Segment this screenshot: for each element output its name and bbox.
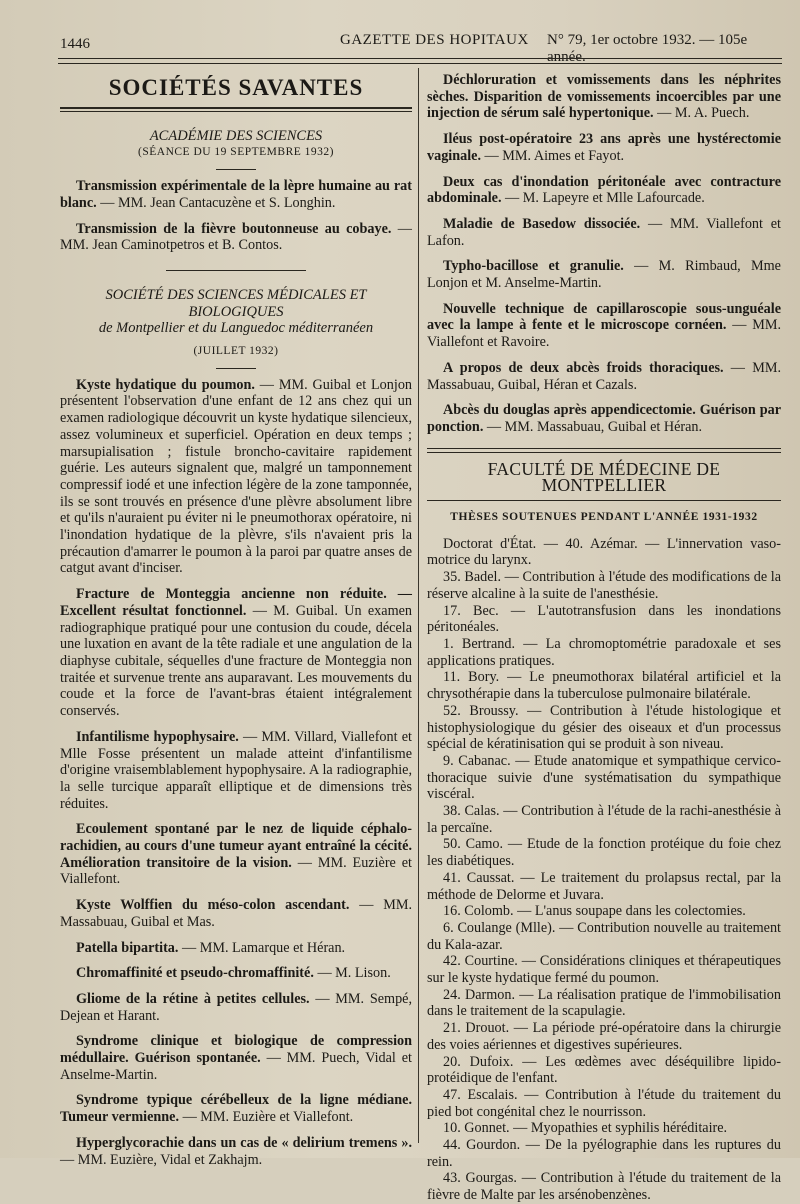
thesis-item: 44. Gourdon. — De la pyélographie dans les ruptures du rein. — [427, 1137, 781, 1170]
report-entry — [60, 178, 412, 211]
entry-title: Hyperglycorachie dans un cas de « delirium tremens ». — [76, 1134, 412, 1151]
entry-spacer — [427, 207, 781, 216]
theses-list — [427, 536, 781, 1204]
thesis-item: 47. Escalais. — Contribution à l'étude du traitement du pied bot congénital chez le nourrisson. — [427, 1086, 781, 1120]
thesis-item: 17. Bec. — L'autotransfusion dans les inondations péritonéales. — [427, 602, 781, 636]
entry-spacer — [427, 122, 781, 131]
report-entry — [60, 729, 412, 813]
thesis-item: 10. Gonnet. — Myopathies et syphilis héréditaire. — [443, 1120, 728, 1137]
thesis-item: 11. Bory. — Le pneumothorax bilatéral artificiel et la chrysothérapie dans la tuberculose pulmonaire bilatérale. — [427, 669, 781, 703]
thesis-item: 41. Caussat. — Le traitement du prolapsus rectal, par la méthode de Delorme et Juvara. — [427, 869, 781, 903]
entry-authors: — M. Rimbaud, Mme Lonjon et M. Anselme-Martin. — [427, 258, 781, 292]
entry-authors: — M. A. Puech. — [653, 105, 750, 122]
separator-rule — [166, 270, 306, 271]
entry-title: Kyste Wolffien du méso-colon ascendant. — [76, 897, 350, 914]
thesis-item: 21. Drouot. — La période pré-opératoire dans la chirurgie des voies aériennes et digestives supérieures. — [427, 1020, 781, 1053]
thesis-item: 50. Camo. — Etude de la fonction protéique du foie chez les diabétiques. — [427, 836, 781, 870]
entry-authors: — MM. Viallefont et Lafon. — [427, 215, 781, 249]
report-entry — [60, 586, 412, 720]
issue-info: N° 79, 1er octobre 1932. — 105e année. — [547, 32, 748, 65]
report-entry — [60, 221, 412, 254]
entry-spacer — [427, 393, 781, 402]
entry-authors: — MM. Villard, Viallefont et Mlle Fosse présentent un malade atteint d'infantilisme d'origine vraisemblablement hypophysaire. A la radiographie, la selle turcique apparaît elliptique et de dimensions très réduites. — [60, 728, 412, 812]
entry-authors: — MM. Euzière et Viallefont. — [60, 854, 412, 888]
entry-authors: — MM. Viallefont et Ravoire. — [427, 317, 781, 351]
entry-authors: — M. Lison. — [313, 965, 391, 982]
entry-authors: — M. Guibal. Un examen radiographique pratiqué pour une contusion du coude, décela une luxation en avant de la tête radiale et une angulation de la diaphyse cubitale, séquelles d'une fracture de Monteggia non traitée et survenue trente ans auparavant. Les mouvements du coude et la force de l'avant-bras étaient intégralement conservés. — [60, 602, 412, 720]
theses-title: THÈSES SOUTENUES PENDANT L'ANNÉE 1931-1932 — [450, 511, 758, 524]
academie-session: (SÉANCE DU 19 SEPTEMBRE 1932) — [138, 146, 334, 159]
report-entry — [60, 377, 412, 577]
report-entry — [60, 991, 412, 1024]
entry-title: Deux cas d'inondation péritonéale avec contracture abdominale. — [427, 173, 781, 207]
thesis-item: 43. Gourgas. — Contribution à l'étude du traitement de la fièvre de Malte par les arsénobenzènes. — [427, 1170, 781, 1204]
thesis-item: 35. Badel. — Contribution à l'étude des modifications de la réserve alcaline à la suite de l'anesthésie. — [427, 569, 781, 602]
right-column — [427, 72, 781, 1204]
thesis-item: 20. Dufoix. — Les œdèmes avec déséquilibre lipido-protéidique de l'enfant. — [427, 1053, 781, 1087]
entry-title: Chromaffinité et pseudo-chromaffinité. — [76, 965, 314, 982]
report-entry — [427, 360, 781, 393]
faculte-title: FACULTÉ DE MÉDECINE DE MONTPELLIER — [487, 458, 721, 496]
entry-title: Transmission expérimentale de la lèpre humaine au rat blanc. — [60, 178, 412, 211]
entry-spacer — [60, 1024, 412, 1033]
entry-spacer — [427, 292, 781, 301]
report-entry — [427, 258, 781, 291]
entry-title: Transmission de la fièvre boutonneuse au cobaye. — [76, 220, 392, 237]
entry-authors: — MM. Aimes et Fayot. — [481, 147, 625, 164]
entry-title: Patella bipartita. — [76, 939, 179, 956]
entry-title: Déchloruration et vomissements dans les néphrites sèches. Disparition de vomissements incoercibles par une injection de sérum salé hypertonique. — [427, 72, 781, 122]
entry-title: Ecoulement spontané par le nez de liquide céphalo-rachidien, au cours d'une tumeur ayant entraîné la cécité. Amélioration transitoire de la vision. — [60, 821, 412, 871]
report-entry — [60, 1135, 412, 1168]
thesis-item: 9. Cabanac. — Etude anatomique et sympathique cervico-thoracique suivie d'une systématisation du sympathique viscéral. — [427, 752, 781, 803]
academie-name: ACADÉMIE DES SCIENCES — [149, 127, 323, 144]
header-rule — [58, 58, 782, 59]
report-entry — [60, 940, 412, 957]
entry-authors: — MM. Sempé, Dejean et Harant. — [60, 990, 413, 1024]
entry-spacer — [60, 212, 412, 221]
entry-spacer — [427, 351, 781, 360]
journal-title: GAZETTE DES HOPITAUX — [340, 32, 529, 48]
entry-spacer — [60, 577, 412, 586]
entry-title: A propos de deux abcès froids thoraciques. — [443, 359, 724, 376]
entry-authors: — MM. Jean Cantacuzène et S. Longhin. — [96, 194, 336, 211]
faculte-rule-top — [427, 448, 781, 449]
entry-authors: — MM. Guibal et Lonjon présentent l'observation d'une enfant de 12 ans chez qui un examen radiologique découvrit un kyste hydatique silencieux, assez volumineux et superficiel. Opération en deux temps ; marsupialisation ; fistule broncho-cavitaire rapidement guérie. Les auteurs signalent que, malgré un tamponnement compressif iodé et une infection légère de la zone tamponnée, ils se sont trouvés en présence d'une plèvre absolument libre et qu'ils n'auraient pu éviter ni le pneumothorax opératoire, ni l'inondation hydatique de la plèvre, s'ils n'avaient pris la précaution d'amarrer le poumon à la paroi par quatre anses de catgut avant d'inciser. — [60, 376, 413, 577]
left-column — [60, 72, 412, 1168]
entry-spacer — [60, 982, 412, 991]
header-rule-thin — [58, 63, 782, 64]
entry-spacer — [60, 931, 412, 940]
entry-title: Gliome de la rétine à petites cellules. — [76, 990, 310, 1007]
entry-authors: — MM. Lamarque et Héran. — [178, 939, 346, 956]
thesis-item: 1. Bertrand. — La chromoptométrie paradoxale et ses applications pratiques. — [427, 635, 781, 669]
thesis-item: 52. Broussy. — Contribution à l'étude histologique et histophysiologique du gésier des oiseaux et d'un processus spécial de kératinisation qui se produit à son niveau. — [427, 702, 781, 753]
entry-authors: — MM. Puech, Vidal et Anselme-Martin. — [60, 1050, 412, 1083]
report-entry — [427, 131, 781, 164]
societe-entries — [60, 377, 412, 1169]
report-entry — [427, 72, 781, 122]
societe-subtitle: de Montpellier et du Languedoc méditerranéen — [98, 320, 374, 337]
thesis-item: 38. Calas. — Contribution à l'étude de la rachi-anesthésie à la percaïne. — [427, 803, 781, 836]
entry-authors: — MM. Euzière, Vidal et Zakhajm. — [60, 1151, 263, 1168]
page-number: 1446 — [60, 36, 90, 52]
societe-name: SOCIÉTÉ DES SCIENCES MÉDICALES ET BIOLOGIQUES — [105, 286, 367, 320]
entry-spacer — [60, 812, 412, 821]
thesis-item: 42. Courtine. — Considérations cliniques et thérapeutiques sur le kyste hydatique fermé du poumon. — [427, 953, 781, 987]
running-header — [60, 30, 780, 65]
entry-title: Maladie de Basedow dissociée. — [443, 215, 641, 232]
report-entry — [60, 1092, 412, 1125]
report-entry — [427, 301, 781, 351]
short-rule — [216, 169, 256, 170]
thesis-item: 6. Coulange (Mlle). — Contribution nouvelle au traitement du Kala-azar. — [427, 919, 781, 953]
report-entry — [427, 174, 781, 207]
column-divider — [418, 68, 419, 1143]
entry-title: Infantilisme hypophysaire. — [76, 728, 239, 745]
entry-title: Syndrome typique cérébelleux de la ligne médiane. Tumeur vermienne. — [60, 1092, 412, 1126]
entry-title: Kyste hydatique du poumon. — [76, 376, 255, 393]
entry-spacer — [60, 720, 412, 729]
entry-authors: — MM. Jean Caminotpetros et B. Contos. — [60, 220, 412, 254]
report-entry — [427, 402, 781, 435]
short-rule-2 — [216, 368, 256, 369]
report-entry — [60, 821, 412, 888]
entry-spacer — [427, 165, 781, 174]
report-entry — [60, 965, 412, 982]
thesis-item: 16. Colomb. — L'anus soupape dans les colectomies. — [443, 903, 746, 920]
right-entries — [427, 72, 781, 436]
entry-spacer — [60, 888, 412, 897]
section-title: SOCIÉTÉS SAVANTES — [108, 75, 364, 100]
section-rule — [60, 107, 412, 109]
thesis-item: 24. Darmon. — La réalisation pratique de l'immobilisation dans le traitement de la scapulagie. — [427, 986, 781, 1020]
entry-spacer — [60, 1126, 412, 1135]
report-entry — [60, 1033, 412, 1083]
entry-title: Syndrome clinique et biologique de compression médullaire. Guérison spontanée. — [60, 1033, 412, 1067]
entry-authors: — M. Lapeyre et Mlle Lafourcade. — [501, 190, 705, 207]
entry-authors: — MM. Euzière et Viallefont. — [179, 1109, 354, 1126]
entry-title: Abcès du douglas après appendicectomie. Guérison par ponction. — [427, 402, 781, 435]
entry-spacer — [427, 249, 781, 258]
thesis-item: Doctorat d'État. — 40. Azémar. — L'innervation vaso-motrice du larynx. — [427, 535, 781, 569]
entry-authors: — MM. Massabuau, Guibal, Héran et Cazals. — [427, 359, 781, 393]
entry-title: Iléus post-opératoire 23 ans après une hystérectomie vaginale. — [427, 131, 781, 164]
faculte-rule-bottom — [427, 500, 781, 501]
report-entry — [60, 897, 412, 930]
entry-title: Fracture de Monteggia ancienne non réduite. — Excellent résultat fonctionnel. — [60, 586, 412, 619]
entry-authors: — MM. Massabuau, Guibal et Mas. — [60, 897, 413, 930]
entry-spacer — [60, 956, 412, 965]
entry-title: Typho-bacillose et granulie. — [443, 258, 624, 275]
entry-spacer — [60, 1083, 412, 1092]
entry-title: Nouvelle technique de capillaroscopie sous-unguéale avec la lampe à fente et le microscope cornéen. — [427, 300, 781, 334]
societe-session: (JUILLET 1932) — [193, 345, 279, 358]
report-entry — [427, 216, 781, 249]
academie-entries — [60, 178, 412, 254]
faculte-rule-top-thin — [427, 452, 781, 453]
entry-authors: — MM. Massabuau, Guibal et Héran. — [483, 418, 703, 435]
